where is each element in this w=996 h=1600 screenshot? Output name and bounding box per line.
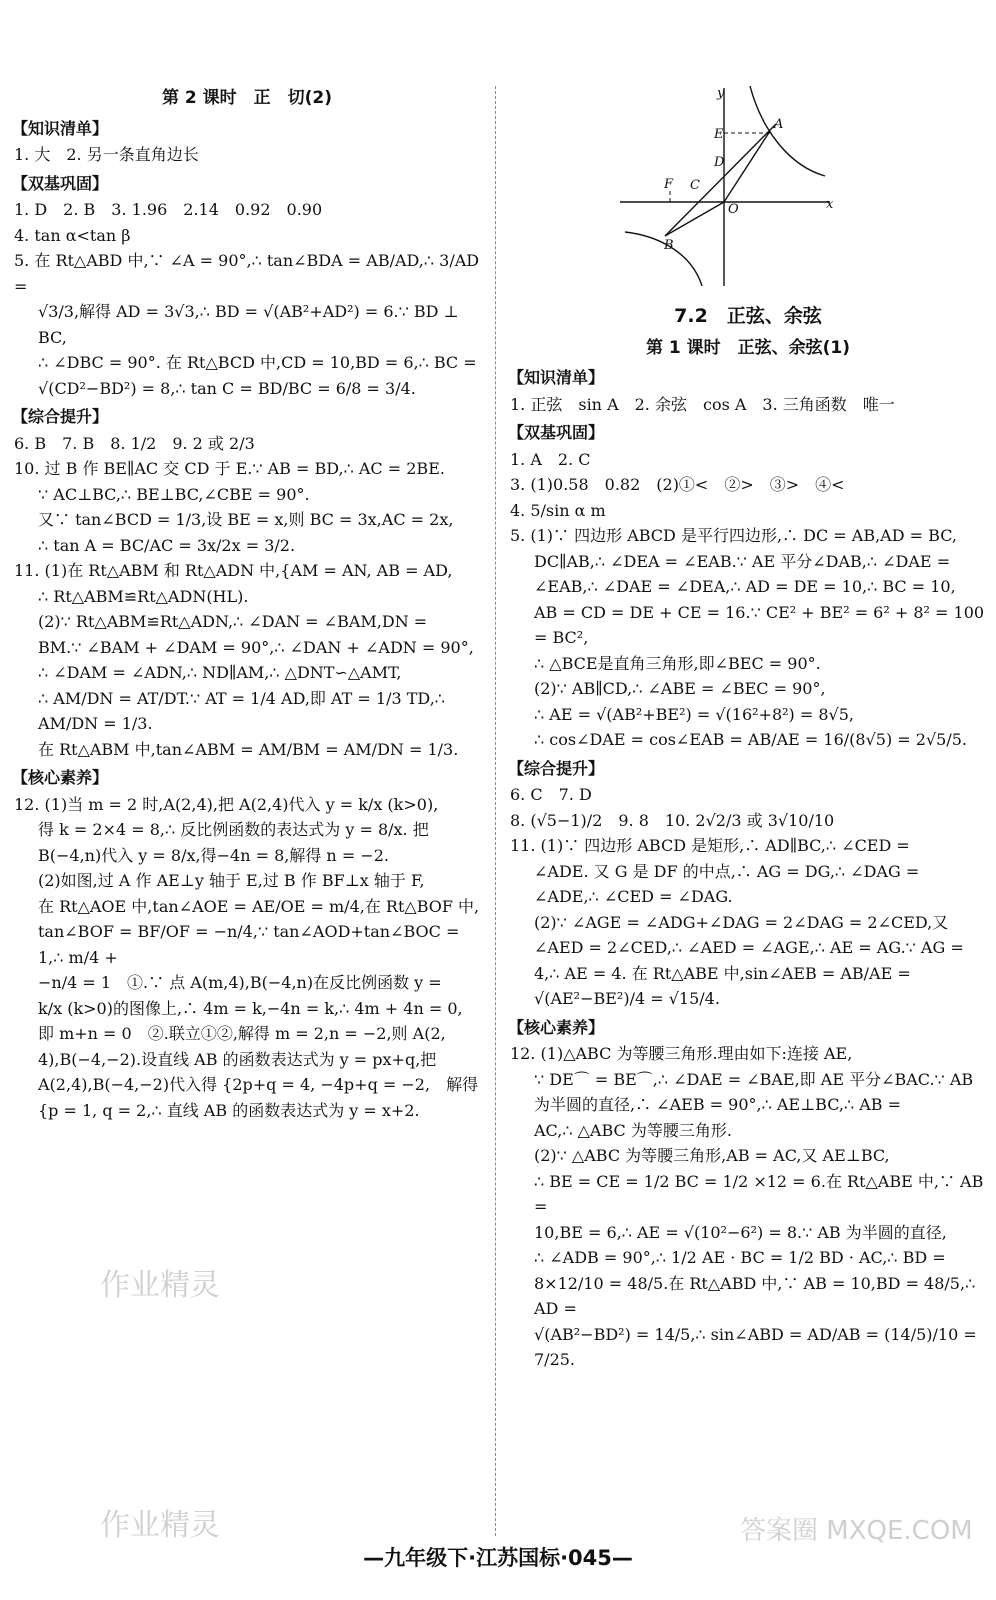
section-basics: 【双基巩固】 [508,423,605,442]
label-d: D [714,155,725,170]
answer-line: ∴ tan A = BC/AC = 3x/2x = 3/2. [38,535,296,555]
segment-oa [724,131,770,202]
answer-line: ∴ AE = √(AB²+BE²) = √(16²+8²) = 8√5, [534,704,854,724]
answer-line: 1. 大 2. 另一条直角边长 [14,145,199,164]
answer-line: 6. B 7. B 8. 1/2 9. 2 或 2/3 [14,433,255,453]
function-graph [620,86,850,286]
answer-line: 3. (1)0.58 0.82 (2)①< ②> ③> ④< [510,475,845,494]
answer-line: (2)∵ ∠AGE = ∠ADG+∠DAG = 2∠DAG = 2∠CED,又 [534,912,949,932]
answer-line: ∴ ∠DAM = ∠ADN,∴ ND∥AM,∴ △DNT∽△AMT, [38,663,402,682]
answer-line: 4. 5/sin α m [510,500,606,520]
answer-line: ∴ ∠ADB = 90°,∴ 1/2 AE · BC = 1/2 BD · AC,∴ BD = [534,1248,946,1267]
page-footer: —九年级下·江苏国标·045— [363,1546,633,1570]
label-c: C [690,178,700,193]
answer-line: ∴ △BCE是直角三角形,即∠BEC = 90°. [534,653,821,673]
answer-line: (2)∵ Rt△ABM≌Rt△ADN,∴ ∠DAN = ∠BAM,DN = [38,612,428,631]
answer-line: B(−4,n)代入 y = 8/x,得−4n = 8,解得 n = −2. [38,845,389,865]
answer-line: 5. 在 Rt△ABD 中,∵ ∠A = 90°,∴ tan∠BDA = AB/AD,∴ 3/AD = [14,251,480,296]
answer-line: 6. C 7. D [510,785,592,804]
answer-line: 在 Rt△AOE 中,tan∠AOE = AE/OE = m/4,在 Rt△BOF 中, [38,896,480,916]
answer-line: (2)∵ AB∥CD,∴ ∠ABE = ∠BEC = 90°, [534,679,826,698]
section-comprehensive: 【综合提升】 [12,407,109,426]
column-divider [495,86,496,1536]
label-e: E [714,127,724,142]
answer-line: (2)∵ △ABC 为等腰三角形,AB = AC,又 AE⊥BC, [534,1146,890,1165]
label-y: y [717,86,725,101]
answer-line: 8×12/10 = 48/5.在 Rt△ABD 中,∵ AB = 10,BD = 48/5,∴ AD = [534,1273,976,1318]
answer-line: 12. (1)△ABC 为等腰三角形.理由如下:连接 AE, [510,1044,853,1063]
answer-line: 10,BE = 6,∴ AE = √(10²−6²) = 8.∵ AB 为半圆的直径, [534,1222,947,1242]
left-column [14,80,480,1123]
answer-line: √(CD²−BD²) = 8,∴ tan C = BD/BC = 6/8 = 3/4. [38,378,416,398]
section-comprehensive: 【综合提升】 [508,758,605,778]
lesson-title-left: 第 2 课时 正 切(2) [161,88,333,108]
answer-line: 4),B(−4,−2).设直线 AB 的函数表达式为 y = px+q,把 [38,1049,437,1069]
lesson-title-right: 第 1 课时 正弦、余弦(1) [645,337,851,358]
watermark: 作业精灵 [100,1268,220,1303]
answer-line: 5. (1)∵ 四边形 ABCD 是平行四边形,∴ DC = AB,AD = BC, [510,526,957,545]
answer-line: 得 k = 2×4 = 8,∴ 反比例函数的表达式为 y = 8/x. 把 [38,820,429,839]
answer-line: 11. (1)在 Rt△ABM 和 Rt△ADN 中,{AM = AN, AB = AD, [14,561,453,580]
answer-line: {p = 1, q = 2,∴ 直线 AB 的函数表达式为 y = x+2. [38,1100,420,1120]
answer-line: ∠ADE. 又 G 是 DF 的中点,∴ AG = DG,∴ ∠DAG = [534,861,920,881]
answer-line: 在 Rt△ABM 中,tan∠ABM = AM/BM = AM/DN = 1/3. [38,739,459,759]
answer-line: DC∥AB,∴ ∠DEA = ∠EAB.∵ AE 平分∠DAB,∴ ∠DAE = [534,551,951,571]
answer-line: −n/4 = 1 ①.∵ 点 A(m,4),B(−4,n)在反比例函数 y = [38,973,442,992]
answer-line: AC,∴ △ABC 为等腰三角形. [534,1120,732,1140]
answer-line: ∠AED = 2∠CED,∴ ∠AED = ∠AGE,∴ AE = AG.∵ AG = [534,938,964,957]
answer-line: ∵ AC⊥BC,∴ BE⊥BC,∠CBE = 90°. [38,484,310,504]
watermark: 作业精灵 [100,1508,220,1543]
answer-line: 为半圆的直径,∴ ∠AEB = 90°,∴ AE⊥BC,∴ AB = [534,1095,902,1114]
answer-line: 12. (1)当 m = 2 时,A(2,4),把 A(2,4)代入 y = k/x (k>0), [14,794,439,814]
chapter-title: 7.2 正弦、余弦 [674,305,822,327]
section-core: 【核心素养】 [508,1017,605,1037]
answer-line: tan∠BOF = BF/OF = −n/4,∵ tan∠AOD+tan∠BOC = 1,∴ m/4 + [38,922,460,967]
section-knowledge: 【知识清单】 [508,368,605,387]
section-core: 【核心素养】 [12,768,109,787]
answer-line: 又∵ tan∠BCD = 1/3,设 BE = x,则 BC = 3x,AC = 2x, [38,510,454,529]
answer-line: 1. 正弦 sin A 2. 余弦 cos A 3. 三角函数 唯一 [510,394,895,414]
answer-line: ∠ADE,∴ ∠CED = ∠DAG. [534,887,733,906]
section-basics: 【双基巩固】 [12,173,109,193]
label-b: B [664,238,674,253]
watermark: 答案圈 MXQE.COM [740,1516,973,1546]
label-f: F [664,177,674,192]
answer-line: 1. D 2. B 3. 1.96 2.14 0.92 0.90 [14,200,323,219]
answer-line: 4. tan α<tan β [14,225,131,245]
answer-line: (2)如图,过 A 作 AE⊥y 轴于 E,过 B 作 BF⊥x 轴于 F, [38,871,425,890]
answer-line: √(AE²−BE²)/4 = √15/4. [534,989,720,1008]
answer-line: ∴ AM/DN = AT/DT.∵ AT = 1/4 AD,即 AT = 1/3 TD,∴ AM/DN = 1/3. [38,688,445,733]
label-o: O [728,202,739,217]
answer-line: ∠EAB,∴ ∠DAE = ∠DEA,∴ AD = DE = 10,∴ BC = 10, [534,577,956,596]
answer-line: ∴ Rt△ABM≌Rt△ADN(HL). [38,586,249,606]
answer-line: √(AB²−BD²) = 14/5,∴ sin∠ABD = AD/AB = (14/5)/10 = 7/25. [534,1324,977,1369]
section-knowledge: 【知识清单】 [12,118,109,138]
label-x: x [826,197,834,212]
answer-line: 8. (√5−1)/2 9. 8 10. 2√2/3 或 3√10/10 [510,810,835,830]
answer-line: ∵ DE⌒ = BE⌒,∴ ∠DAE = ∠BAE,即 AE 平分∠BAC.∵ AB [534,1069,974,1089]
answer-line: 4,∴ AE = 4. 在 Rt△ABE 中,sin∠AEB = AB/AE = [534,963,911,983]
answer-line: 即 m+n = 0 ②.联立①②,解得 m = 2,n = −2,则 A(2, [38,1024,446,1043]
answer-line: 11. (1)∵ 四边形 ABCD 是矩形,∴ AD∥BC,∴ ∠CED = [510,836,910,855]
answer-line: A(2,4),B(−4,−2)代入得 {2p+q = 4, −4p+q = −2, 解得 [38,1075,479,1094]
answer-line: ∴ cos∠DAE = cos∠EAB = AB/AE = 16/(8√5) = 2√5/5. [534,730,967,749]
answer-line: k/x (k>0)的图像上,∴ 4m = k,−4n = k,∴ 4m + 4n = 0, [38,998,463,1018]
answer-line: ∴ ∠DBC = 90°. 在 Rt△BCD 中,CD = 10,BD = 6,∴ BC = [38,353,477,372]
answer-line: AB = CD = DE + CE = 16.∵ CE² + BE² = 6² + 8² = 100 = BC², [534,602,985,647]
answer-line: BM.∵ ∠BAM + ∠DAM = 90°,∴ ∠DAN + ∠ADN = 90°, [38,637,474,657]
answer-line: √3/3,解得 AD = 3√3,∴ BD = √(AB²+AD²) = 6.∵ BD ⊥ BC, [38,302,459,347]
answer-line: 1. A 2. C [510,449,591,469]
right-column [510,292,986,1373]
answer-line: ∴ BE = CE = 1/2 BC = 1/2 ×12 = 6.在 Rt△ABE 中,∵ AB = [534,1171,984,1216]
label-a: A [774,117,784,132]
answer-line: 10. 过 B 作 BE∥AC 交 CD 于 E.∵ AB = BD,∴ AC = 2BE. [14,459,445,478]
hyperbola-branch-1 [750,86,825,176]
